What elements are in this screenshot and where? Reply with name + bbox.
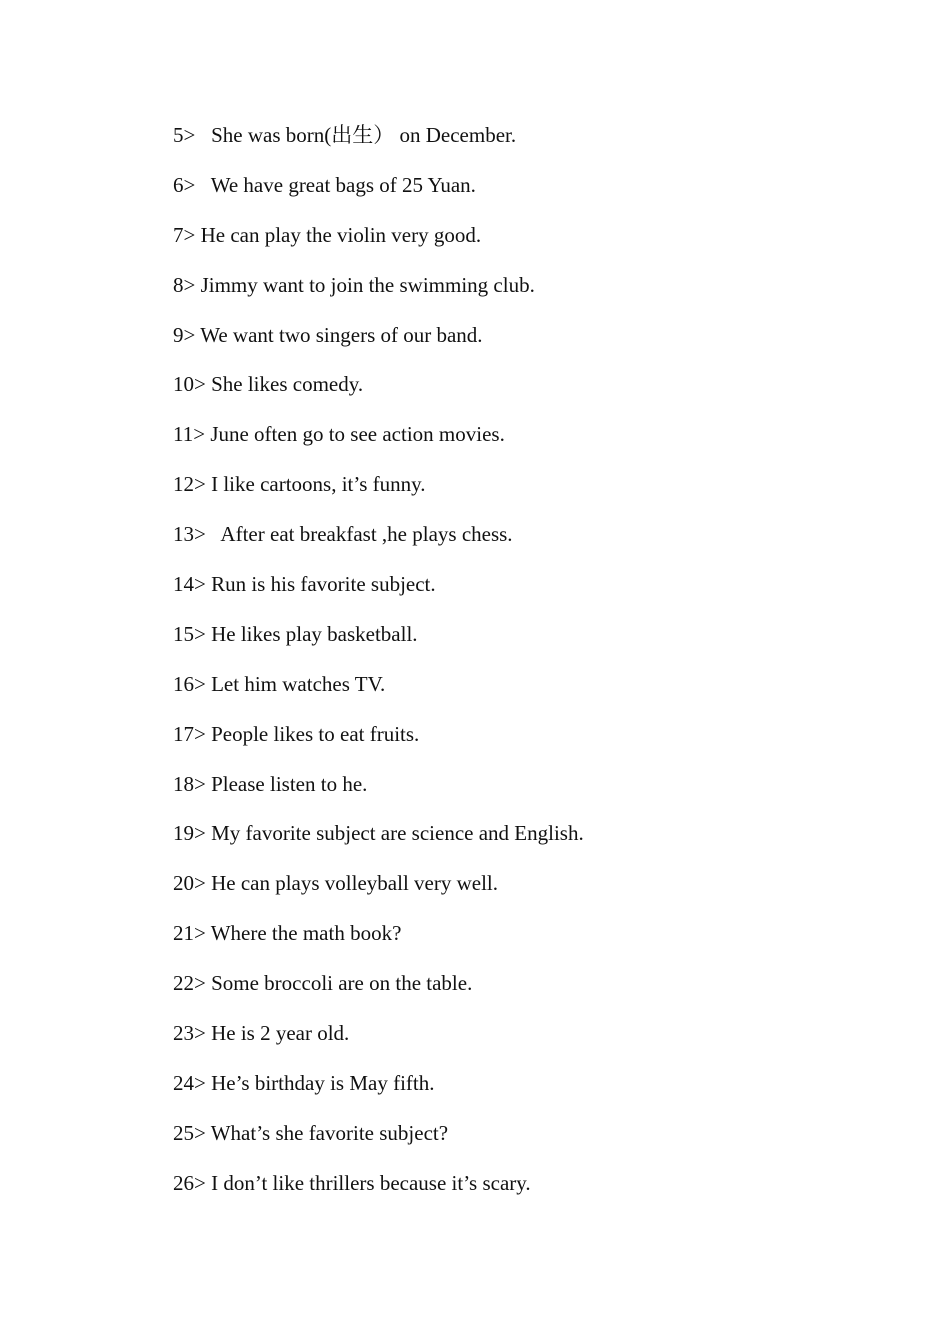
sentence-line: 6> We have great bags of 25 Yuan. [173, 172, 476, 197]
sentence-line: 25> What’s she favorite subject? [173, 1120, 449, 1145]
sentence-line: 11> June often go to see action movies. [173, 422, 505, 447]
sentence-line: 17> People likes to eat fruits. [173, 721, 420, 746]
sentence-line: 21> Where the math book? [173, 921, 402, 946]
sentence-line: 5> She was born(出生） on December. [173, 123, 517, 147]
sentence-line: 26> I don’t like thrillers because it’s scary. [173, 1170, 531, 1195]
sentence-line: 10> She likes comedy. [173, 372, 364, 397]
sentence-line: 16> Let him watches TV. [173, 671, 386, 696]
sentence-line: 20> He can plays volleyball very well. [173, 871, 498, 896]
sentence-line: 15> He likes play basketball. [173, 621, 418, 646]
sentence-line: 19> My favorite subject are science and English. [173, 821, 584, 846]
sentence-line: 22> Some broccoli are on the table. [173, 971, 473, 996]
sentence-line: 8> Jimmy want to join the swimming club. [173, 272, 535, 297]
sentence-list [173, 120, 584, 1218]
sentence-line: 23> He is 2 year old. [173, 1021, 350, 1046]
sentence-line: 24> He’s birthday is May fifth. [173, 1070, 435, 1095]
sentence-line: 14> Run is his favorite subject. [173, 572, 436, 597]
sentence-line: 13> After eat breakfast ,he plays chess. [173, 522, 513, 547]
sentence-line: 18> Please listen to he. [173, 771, 368, 796]
sentence-line: 7> He can play the violin very good. [173, 222, 482, 247]
sentence-line: 9> We want two singers of our band. [173, 322, 483, 347]
sentence-line: 12> I like cartoons, it’s funny. [173, 472, 426, 497]
